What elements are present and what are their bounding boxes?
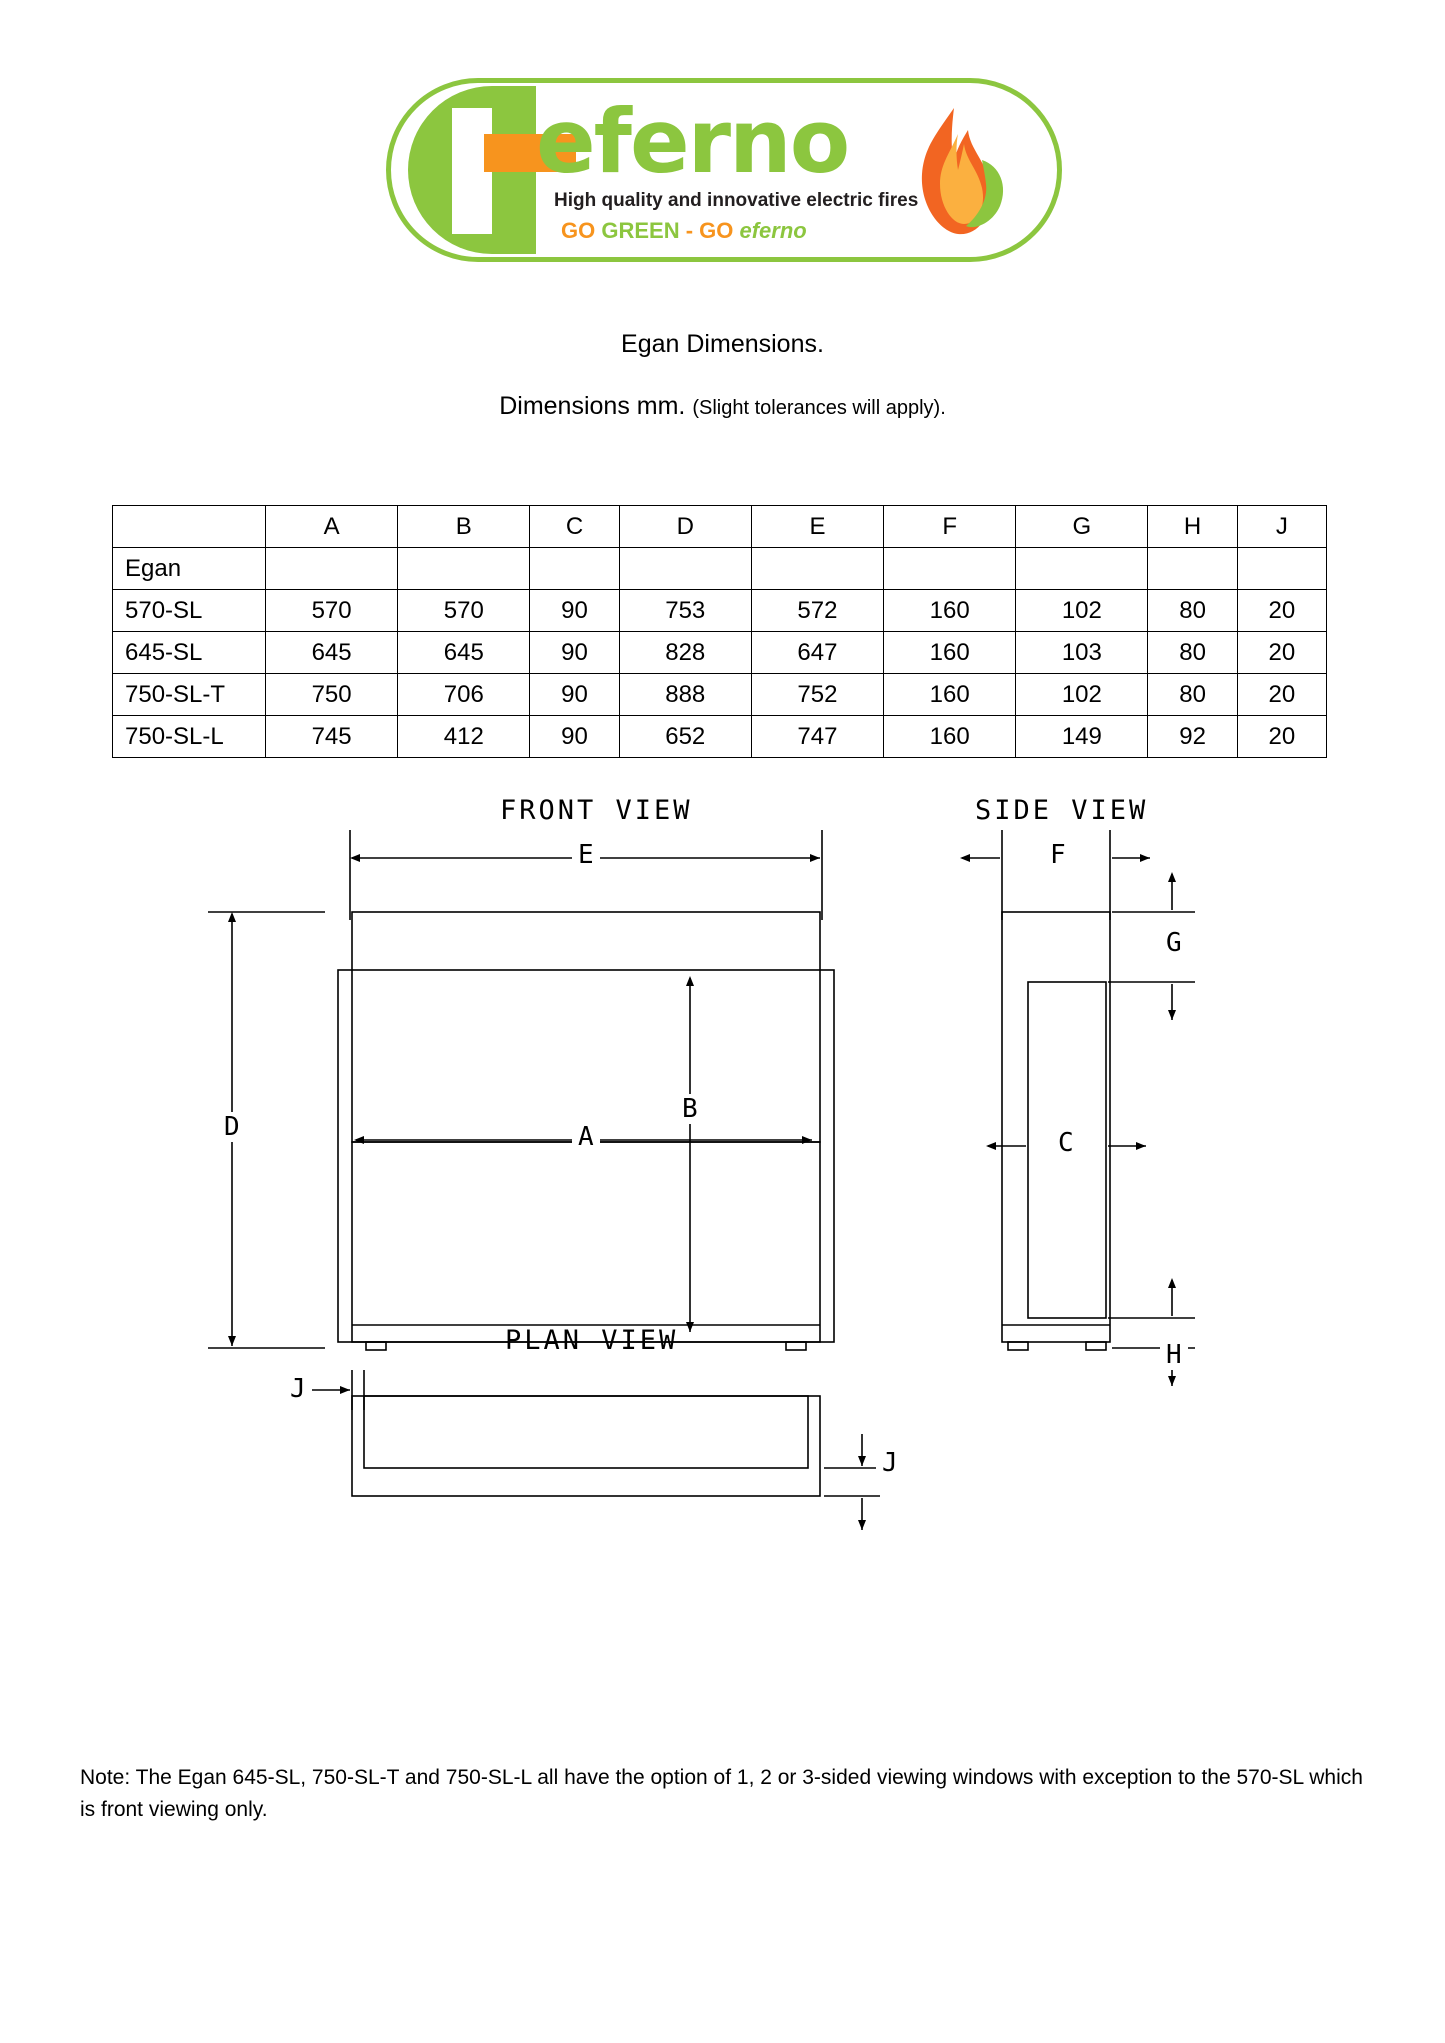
table-row-model: 750-SL-L: [113, 716, 266, 758]
dimension-label-J-right: J: [876, 1448, 904, 1478]
table-cell: 888: [619, 674, 751, 716]
table-header-cell: G: [1016, 506, 1148, 548]
table-row-model: 645-SL: [113, 632, 266, 674]
table-cell: 20: [1237, 674, 1326, 716]
logo-wordmark: eferno: [536, 90, 849, 193]
technical-drawing: [0, 770, 1445, 1770]
table-cell: [266, 548, 398, 590]
table-cell: 20: [1237, 716, 1326, 758]
table-header-cell: F: [884, 506, 1016, 548]
logo-slogan: [561, 218, 807, 244]
table-cell: 570: [266, 590, 398, 632]
table-cell: [530, 548, 619, 590]
table-header-cell: E: [751, 506, 883, 548]
subtitle-main: Dimensions mm.: [499, 392, 686, 420]
table-row: [113, 674, 1327, 716]
dimension-label-C: C: [1052, 1128, 1080, 1158]
logo-slogan-green: GREEN: [601, 218, 680, 243]
dimension-label-E: E: [572, 840, 600, 870]
table-cell: 753: [619, 590, 751, 632]
table-cell: 652: [619, 716, 751, 758]
table-cell: 745: [266, 716, 398, 758]
side-view-title: SIDE VIEW: [975, 795, 1149, 826]
table-cell: 747: [751, 716, 883, 758]
table-cell: [1237, 548, 1326, 590]
table-row: [113, 548, 1327, 590]
table-cell: [1016, 548, 1148, 590]
table-header-cell: A: [266, 506, 398, 548]
page-subtitle: [0, 392, 1445, 421]
table-cell: 90: [530, 590, 619, 632]
table-header-cell: J: [1237, 506, 1326, 548]
table-row: [113, 590, 1327, 632]
front-view-title: FRONT VIEW: [500, 795, 693, 826]
subtitle-note: (Slight tolerances will apply).: [692, 397, 946, 419]
logo-slogan-eferno: eferno: [739, 218, 807, 243]
dimension-label-F: F: [1044, 840, 1072, 870]
table-cell: [751, 548, 883, 590]
dimension-label-H: H: [1160, 1340, 1188, 1370]
table-cell: 90: [530, 632, 619, 674]
table-row-model: 570-SL: [113, 590, 266, 632]
dimension-label-B: B: [676, 1094, 704, 1124]
dimension-label-J-left: J: [284, 1374, 312, 1404]
dimension-label-D: D: [218, 1112, 246, 1142]
table-cell: 160: [884, 632, 1016, 674]
table-cell: 20: [1237, 632, 1326, 674]
table-cell: 752: [751, 674, 883, 716]
table-cell: 103: [1016, 632, 1148, 674]
table-cell: [884, 548, 1016, 590]
table-group-label: Egan: [113, 548, 266, 590]
page-title: Egan Dimensions.: [621, 330, 824, 358]
table-cell: 90: [530, 716, 619, 758]
dimension-label-G: G: [1160, 928, 1188, 958]
table-cell: 828: [619, 632, 751, 674]
table-cell: 647: [751, 632, 883, 674]
table-cell: 572: [751, 590, 883, 632]
dimension-label-A: A: [572, 1122, 600, 1152]
table-cell: 20: [1237, 590, 1326, 632]
table-header-cell: C: [530, 506, 619, 548]
table-cell: 412: [398, 716, 530, 758]
table-cell: 149: [1016, 716, 1148, 758]
table-header-cell: [113, 506, 266, 548]
table-cell: 750: [266, 674, 398, 716]
table-header-cell: D: [619, 506, 751, 548]
logo-tagline: High quality and innovative electric fires: [554, 190, 919, 211]
table-cell: 92: [1148, 716, 1237, 758]
table-cell: 80: [1148, 674, 1237, 716]
table-cell: 160: [884, 716, 1016, 758]
plan-view-title: PLAN VIEW: [505, 1325, 679, 1356]
table-header-row: [113, 506, 1327, 548]
table-cell: 102: [1016, 590, 1148, 632]
table-cell: 102: [1016, 674, 1148, 716]
table-row-model: 750-SL-T: [113, 674, 266, 716]
table-header-cell: H: [1148, 506, 1237, 548]
table-cell: 80: [1148, 632, 1237, 674]
table-cell: 80: [1148, 590, 1237, 632]
table-header-cell: B: [398, 506, 530, 548]
drawing-svg: [0, 770, 1445, 1770]
table-cell: [1148, 548, 1237, 590]
table-cell: 160: [884, 674, 1016, 716]
table-cell: [398, 548, 530, 590]
table-row: [113, 716, 1327, 758]
flame-icon: [896, 104, 1008, 240]
table-cell: 706: [398, 674, 530, 716]
table-row: [113, 632, 1327, 674]
table-cell: 645: [398, 632, 530, 674]
logo-slogan-go1: GO: [561, 218, 602, 243]
table-cell: 645: [266, 632, 398, 674]
table-cell: [619, 548, 751, 590]
table-cell: 90: [530, 674, 619, 716]
footer-note: Note: The Egan 645-SL, 750-SL-T and 750-SL-L all have the option of 1, 2 or 3-sided viewing windows with exception to the 570-SL which is front viewing only.: [80, 1766, 1363, 1821]
table-cell: 570: [398, 590, 530, 632]
company-logo: [386, 78, 1062, 262]
dimensions-table: [112, 505, 1327, 758]
logo-slogan-dash: - GO: [679, 218, 740, 243]
table-cell: 160: [884, 590, 1016, 632]
